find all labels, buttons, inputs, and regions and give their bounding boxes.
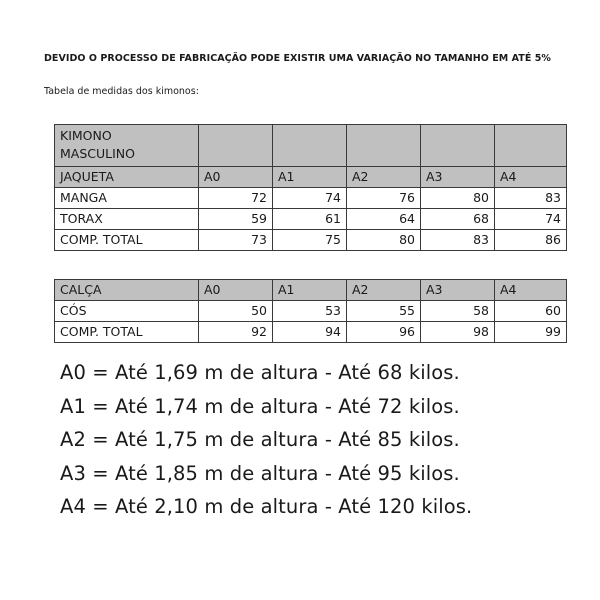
header-cell: A2 xyxy=(347,280,421,301)
value-cell: 74 xyxy=(273,188,347,209)
empty-cell xyxy=(421,125,495,167)
table-title-row xyxy=(55,125,567,167)
table-row xyxy=(55,230,567,251)
jacket-measurements-table xyxy=(54,124,567,251)
value-cell: 59 xyxy=(199,209,273,230)
header-cell: A2 xyxy=(347,167,421,188)
table-row xyxy=(55,188,567,209)
empty-cell xyxy=(273,125,347,167)
header-cell: A0 xyxy=(199,280,273,301)
value-cell: 74 xyxy=(495,209,567,230)
empty-cell xyxy=(495,125,567,167)
header-cell: A1 xyxy=(273,167,347,188)
value-cell: 50 xyxy=(199,301,273,322)
value-cell: 75 xyxy=(273,230,347,251)
value-cell: 96 xyxy=(347,322,421,343)
pants-measurements-table xyxy=(54,279,567,343)
title-line: KIMONO xyxy=(60,128,112,143)
value-cell: 83 xyxy=(421,230,495,251)
header-cell: A3 xyxy=(421,167,495,188)
header-cell: A0 xyxy=(199,167,273,188)
header-cell: A1 xyxy=(273,280,347,301)
value-cell: 94 xyxy=(273,322,347,343)
value-cell: 98 xyxy=(421,322,495,343)
kimono-title-cell xyxy=(55,125,199,167)
manufacturing-variation-notice: DEVIDO O PROCESSO DE FABRICAÇÃO PODE EXISTIR UMA VARIAÇÃO NO TAMANHO EM ATÉ 5% xyxy=(44,53,551,64)
empty-cell xyxy=(347,125,421,167)
value-cell: 53 xyxy=(273,301,347,322)
value-cell: 99 xyxy=(495,322,567,343)
value-cell: 92 xyxy=(199,322,273,343)
size-range-line: A3 = Até 1,85 m de altura - Até 95 kilos. xyxy=(60,461,460,485)
header-cell: CALÇA xyxy=(55,280,199,301)
value-cell: 58 xyxy=(421,301,495,322)
row-label: COMP. TOTAL xyxy=(55,230,199,251)
table-header-row xyxy=(55,280,567,301)
header-cell: A4 xyxy=(495,167,567,188)
table-row xyxy=(55,209,567,230)
value-cell: 73 xyxy=(199,230,273,251)
header-cell: A3 xyxy=(421,280,495,301)
header-cell: A4 xyxy=(495,280,567,301)
size-ranges-list xyxy=(60,356,472,524)
value-cell: 60 xyxy=(495,301,567,322)
table-row xyxy=(55,301,567,322)
size-range-line: A1 = Até 1,74 m de altura - Até 72 kilos. xyxy=(60,394,460,418)
header-cell: JAQUETA xyxy=(55,167,199,188)
value-cell: 86 xyxy=(495,230,567,251)
empty-cell xyxy=(199,125,273,167)
value-cell: 80 xyxy=(347,230,421,251)
size-range-line: A4 = Até 2,10 m de altura - Até 120 kilos. xyxy=(60,495,473,518)
value-cell: 76 xyxy=(347,188,421,209)
value-cell: 68 xyxy=(421,209,495,230)
row-label: MANGA xyxy=(55,188,199,209)
value-cell: 55 xyxy=(347,301,421,322)
title-line: MASCULINO xyxy=(60,146,135,161)
table-row xyxy=(55,322,567,343)
size-range-line: A0 = Até 1,69 m de altura - Até 68 kilos. xyxy=(60,361,460,384)
value-cell: 83 xyxy=(495,188,567,209)
row-label: TORAX xyxy=(55,209,199,230)
value-cell: 64 xyxy=(347,209,421,230)
row-label: COMP. TOTAL xyxy=(55,322,199,343)
row-label: CÓS xyxy=(55,301,199,322)
value-cell: 80 xyxy=(421,188,495,209)
table-header-row xyxy=(55,167,567,188)
size-range-line: A2 = Até 1,75 m de altura - Até 85 kilos. xyxy=(60,428,460,451)
value-cell: 72 xyxy=(199,188,273,209)
value-cell: 61 xyxy=(273,209,347,230)
measurements-table-caption: Tabela de medidas dos kimonos: xyxy=(44,86,199,97)
